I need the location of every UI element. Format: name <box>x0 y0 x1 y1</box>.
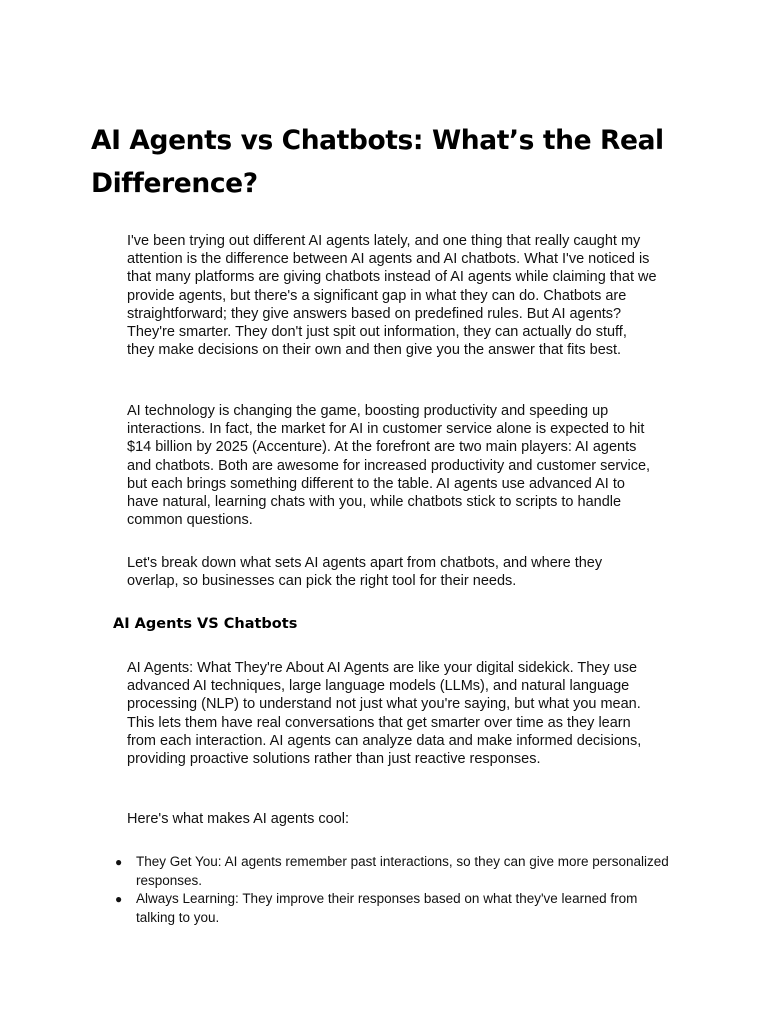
bullet-dot-icon: ● <box>115 855 123 869</box>
section-paragraph-2: Here's what makes AI agents cool: <box>127 811 349 827</box>
intro-paragraph-1: I've been trying out different AI agents lately, and one thing that really caught my attention is the difference between AI agents and AI chatbots. What I've noticed is that many platforms are giving chatbots instead of AI agents while claiming that we provide agents, but there's a significant gap in what they can do. Chatbots are straightforward; they give answers based on predefined rules. But AI agents? They're smarter. They don't just spit out information, they can actually do stuff, they make decisions on their own and then give you the answer that fits best. <box>127 233 657 359</box>
list-item-text: Always Learning: They improve their responses based on what they've learned from talking to you. <box>136 891 638 926</box>
intro-paragraph-2: AI technology is changing the game, boosting productivity and speeding up interactions. In fact, the market for AI in customer service alone is expected to hit $14 billion by 2025 (Accenture). At the forefront are two main players: AI agents and chatbots. Both are awesome for increased productivity and customer service, but each brings something different to the table. AI agents use advanced AI to have natural, learning chats with you, while chatbots stick to scripts to handle common questions. <box>127 403 651 529</box>
bullet-dot-icon: ● <box>115 892 123 907</box>
list-item <box>113 890 673 927</box>
document-title: AI Agents vs Chatbots: What’s the Real Difference? <box>91 125 664 199</box>
list-item <box>113 853 673 890</box>
list-item-text: They Get You: AI agents remember past interactions, so they can give more personalized responses. <box>136 854 669 888</box>
bullet-list <box>113 853 673 928</box>
section-paragraph-1: AI Agents: What They're About AI Agents are like your digital sidekick. They use advanced AI techniques, large language models (LLMs), and natural language processing (NLP) to understand not just what you're saying, but what you mean. This lets them have real conversations that get smarter over time as they learn from each interaction. AI agents can analyze data and make informed decisions, providing proactive solutions rather than just reactive responses. <box>127 660 642 768</box>
section-heading: AI Agents VS Chatbots <box>113 616 298 632</box>
intro-paragraph-3: Let's break down what sets AI agents apart from chatbots, and where they overlap, so businesses can pick the right tool for their needs. <box>127 555 603 590</box>
